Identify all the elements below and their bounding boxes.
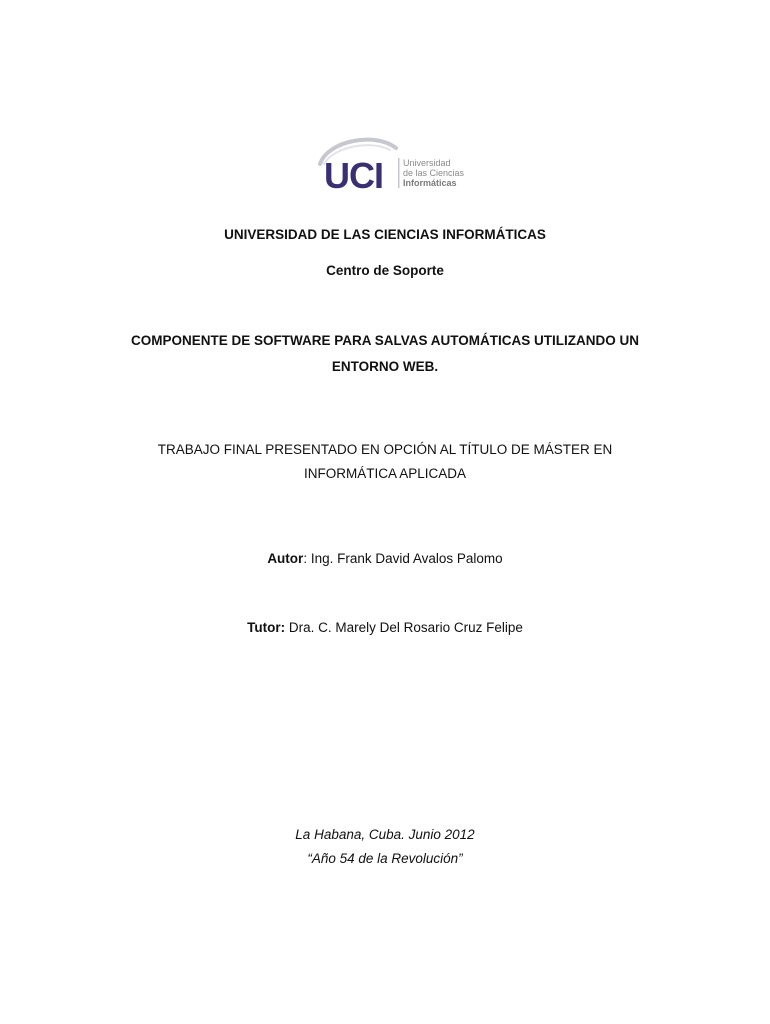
thesis-title-line1: COMPONENTE DE SOFTWARE PARA SALVAS AUTOMÁTICAS UTILIZANDO UN xyxy=(131,333,639,348)
degree-line1: TRABAJO FINAL PRESENTADO EN OPCIÓN AL TÍTULO DE MÁSTER EN xyxy=(157,442,613,457)
tutor-label: Tutor: xyxy=(247,620,286,635)
logo-text-line3: Informáticas xyxy=(403,178,457,188)
uci-logo xyxy=(314,134,479,194)
logo-mark: UCI xyxy=(324,155,383,194)
degree-line2: INFORMÁTICA APLICADA xyxy=(303,466,467,481)
university-name: UNIVERSIDAD DE LAS CIENCIAS INFORMÁTICAS xyxy=(224,227,546,242)
uci-logo-graphic xyxy=(314,134,479,194)
logo-text-line2: de las Ciencias xyxy=(403,168,465,178)
motto: “Año 54 de la Revolución” xyxy=(307,851,463,866)
place-date: La Habana, Cuba. Junio 2012 xyxy=(295,827,475,842)
tutor-value: Dra. C. Marely Del Rosario Cruz Felipe xyxy=(285,620,523,635)
thesis-title-line2: ENTORNO WEB. xyxy=(331,359,439,374)
author-value: : Ing. Frank David Avalos Palomo xyxy=(303,551,503,566)
logo-divider xyxy=(398,158,400,188)
logo-text-line1: Universidad xyxy=(403,158,451,168)
tutor-line xyxy=(0,619,770,637)
center-name: Centro de Soporte xyxy=(326,263,444,278)
author-label: Autor xyxy=(267,551,304,566)
author-line xyxy=(0,550,770,568)
